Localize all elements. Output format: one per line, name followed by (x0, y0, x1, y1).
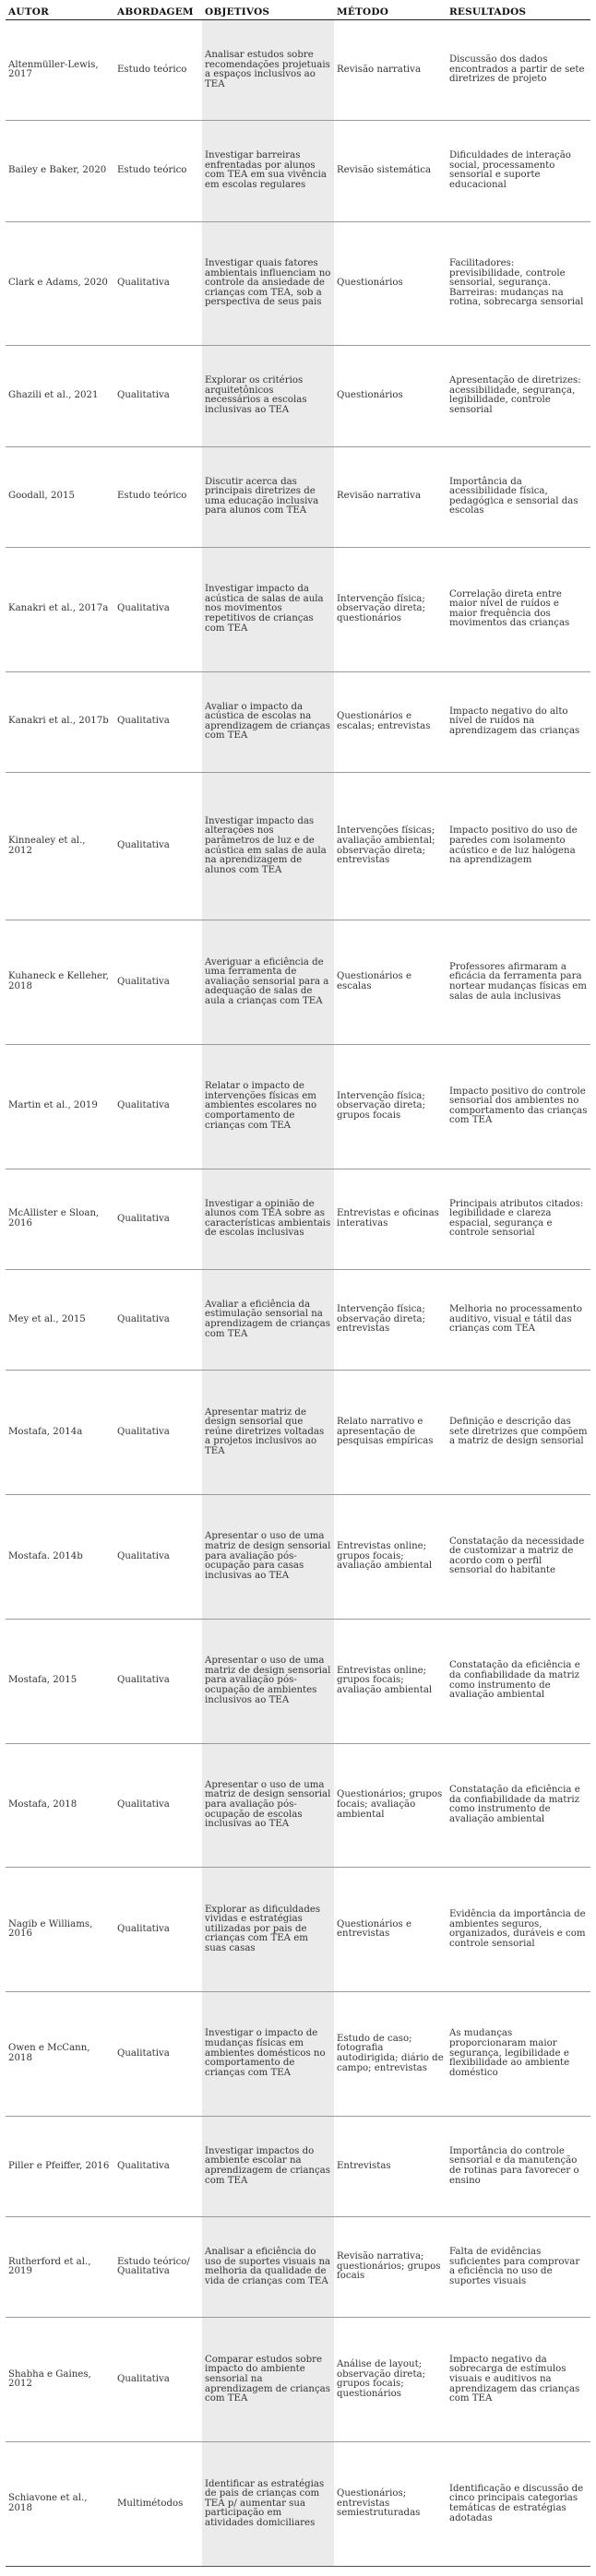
header-abordagem: ABORDAGEM (114, 4, 202, 20)
header-autor: AUTOR (6, 4, 114, 20)
cell-autor: Mostafa, 2018 (6, 1743, 114, 1868)
table-row (6, 1169, 590, 1269)
cell-objetivos: Apresentar o uso de uma matriz de design sensorial para avaliação pós-ocupação de escolas inclusivas ao TEA (202, 1743, 334, 1868)
table-row (6, 920, 590, 1045)
table-row (6, 1743, 590, 1868)
cell-autor: Rutherford et al., 2019 (6, 2217, 114, 2318)
cell-resultados: Apresentação de diretrizes: acessibilidade, segurança, legibilidade, controle sensorial (447, 346, 590, 446)
cell-resultados: Impacto positivo do uso de paredes com isolamento acústico e de luz halógena na aprendizagem (447, 772, 590, 920)
cell-autor: Owen e McCann, 2018 (6, 1992, 114, 2117)
cell-autor: Kanakri et al., 2017b (6, 671, 114, 772)
cell-abordagem: Qualitativa (114, 920, 202, 1045)
table-body (6, 20, 590, 2567)
cell-autor: Mey et al., 2015 (6, 1269, 114, 1370)
cell-metodo: Revisão sistemática (334, 121, 447, 221)
cell-metodo: Questionários e escalas (334, 920, 447, 1045)
cell-resultados: As mudanças proporcionaram maior segurança, legibilidade e flexibilidade ao ambiente doméstico (447, 1992, 590, 2117)
cell-resultados: Principais atributos citados: legibilidade e clareza espacial, segurança e controle sensorial (447, 1169, 590, 1269)
cell-autor: Altenmüller-Lewis, 2017 (6, 20, 114, 121)
cell-resultados: Importância da acessibilidade física, pedagógica e sensorial das escolas (447, 446, 590, 547)
cell-autor: Clark e Adams, 2020 (6, 221, 114, 346)
cell-objetivos: Analisar estudos sobre recomendações projetuais a espaços inclusivos ao TEA (202, 20, 334, 121)
cell-objetivos: Apresentar o uso de uma matriz de design sensorial para avaliação pós-ocupação de ambientes inclusivos ao TEA (202, 1619, 334, 1743)
cell-autor: Martin et al., 2019 (6, 1044, 114, 1169)
cell-metodo: Análise de layout; observação direta; grupos focais; questionários (334, 2318, 447, 2442)
cell-abordagem: Qualitativa (114, 2116, 202, 2216)
cell-autor: Bailey e Baker, 2020 (6, 121, 114, 221)
cell-objetivos: Relatar o impacto de intervenções físicas em ambientes escolares no comportamento de crianças com TEA (202, 1044, 334, 1169)
table-row (6, 2116, 590, 2216)
cell-metodo: Revisão narrativa (334, 20, 447, 121)
cell-autor: Mostafa. 2014b (6, 1494, 114, 1619)
table-row (6, 121, 590, 221)
cell-metodo: Relato narrativo e apresentação de pesquisas empíricas (334, 1371, 447, 1495)
cell-abordagem: Qualitativa (114, 1494, 202, 1619)
cell-autor: Kuhaneck e Kelleher, 2018 (6, 920, 114, 1045)
cell-objetivos: Avaliar o impacto da acústica de escolas na aprendizagem de crianças com TEA (202, 671, 334, 772)
cell-objetivos: Averiguar a eficiência de uma ferramenta de avaliação sensorial para a adequação de salas de aula a crianças com TEA (202, 920, 334, 1045)
cell-resultados: Discussão dos dados encontrados a partir de sete diretrizes de projeto (447, 20, 590, 121)
cell-resultados: Professores afirmaram a eficácia da ferramenta para nortear mudanças físicas em salas de aula inclusivas (447, 920, 590, 1045)
table-row (6, 671, 590, 772)
cell-autor: Kinnealey et al., 2012 (6, 772, 114, 920)
cell-metodo: Intervenção física; observação direta; questionários (334, 547, 447, 671)
table-row (6, 1269, 590, 1370)
header-resultados: RESULTADOS (447, 4, 590, 20)
table-header (6, 4, 590, 20)
table-row (6, 2318, 590, 2442)
table-row (6, 1494, 590, 1619)
cell-objetivos: Investigar impacto das alterações nos parâmetros de luz e de acústica em salas de aula na aprendizagem de alunos com TEA (202, 772, 334, 920)
cell-metodo: Questionários (334, 221, 447, 346)
cell-abordagem: Qualitativa (114, 221, 202, 346)
cell-resultados: Falta de evidências suficientes para comprovar a eficiência no uso de suportes visuais (447, 2217, 590, 2318)
cell-abordagem: Qualitativa (114, 1992, 202, 2117)
cell-resultados: Constatação da eficiência e da confiabilidade da matriz como instrumento de avaliação ambiental (447, 1743, 590, 1868)
table-row (6, 1619, 590, 1743)
cell-resultados: Melhoria no processamento auditivo, visual e tátil das crianças com TEA (447, 1269, 590, 1370)
table-row (6, 446, 590, 547)
table-row (6, 221, 590, 346)
cell-metodo: Questionários; entrevistas semiestruturadas (334, 2442, 447, 2567)
header-row (6, 4, 590, 20)
table-row (6, 20, 590, 121)
literature-review-table (6, 4, 590, 2567)
cell-metodo: Revisão narrativa (334, 446, 447, 547)
cell-objetivos: Identificar as estratégias de pais de crianças com TEA p/ aumentar sua participação em atividades domiciliares (202, 2442, 334, 2567)
cell-resultados: Dificuldades de interação social, processamento sensorial e suporte educacional (447, 121, 590, 221)
cell-autor: Schiavone et al., 2018 (6, 2442, 114, 2567)
cell-objetivos: Investigar a opinião de alunos com TEA sobre as características ambientais de escolas inclusivas (202, 1169, 334, 1269)
cell-objetivos: Avaliar a eficiência da estimulação sensorial na aprendizagem de crianças com TEA (202, 1269, 334, 1370)
cell-resultados: Constatação da eficiência e da confiabilidade da matriz como instrumento de avaliação ambiental (447, 1619, 590, 1743)
cell-abordagem: Qualitativa (114, 1371, 202, 1495)
cell-metodo: Entrevistas (334, 2116, 447, 2216)
cell-resultados: Definição e descrição das sete diretrizes que compõem a matriz de design sensorial (447, 1371, 590, 1495)
cell-metodo: Questionários e escalas; entrevistas (334, 671, 447, 772)
cell-metodo: Revisão narrativa; questionários; grupos focais (334, 2217, 447, 2318)
cell-metodo: Estudo de caso; fotografia autodirigida; diário de campo; entrevistas (334, 1992, 447, 2117)
cell-objetivos: Analisar a eficiência do uso de suportes visuais na melhoria da qualidade de vida de crianças com TEA (202, 2217, 334, 2318)
cell-objetivos: Apresentar matriz de design sensorial que reúne diretrizes voltadas a projetos inclusivos ao TEA (202, 1371, 334, 1495)
cell-abordagem: Multimétodos (114, 2442, 202, 2567)
cell-abordagem: Qualitativa (114, 1169, 202, 1269)
cell-abordagem: Qualitativa (114, 547, 202, 671)
cell-objetivos: Apresentar o uso de uma matriz de design sensorial para avaliação pós-ocupação para casas inclusivas ao TEA (202, 1494, 334, 1619)
cell-resultados: Impacto positivo do controle sensorial dos ambientes no comportamento das crianças com TEA (447, 1044, 590, 1169)
cell-autor: Mostafa, 2015 (6, 1619, 114, 1743)
cell-resultados: Correlação direta entre maior nível de ruídos e maior frequência dos movimentos das crianças (447, 547, 590, 671)
cell-autor: McAllister e Sloan, 2016 (6, 1169, 114, 1269)
cell-abordagem: Qualitativa (114, 1044, 202, 1169)
table-row (6, 547, 590, 671)
cell-abordagem: Qualitativa (114, 1619, 202, 1743)
cell-abordagem: Estudo teórico (114, 20, 202, 121)
cell-metodo: Questionários (334, 346, 447, 446)
cell-resultados: Identificação e discussão de cinco principais categorias temáticas de estratégias adotadas (447, 2442, 590, 2567)
table-row (6, 772, 590, 920)
cell-objetivos: Explorar os critérios arquitetônicos necessários a escolas inclusivas ao TEA (202, 346, 334, 446)
table-row (6, 346, 590, 446)
header-objetivos: OBJETIVOS (202, 4, 334, 20)
cell-abordagem: Estudo teórico/ Qualitativa (114, 2217, 202, 2318)
cell-resultados: Impacto negativo da sobrecarga de estímulos visuais e auditivos na aprendizagem das crianças com TEA (447, 2318, 590, 2442)
cell-resultados: Impacto negativo do alto nível de ruídos na aprendizagem das crianças (447, 671, 590, 772)
cell-resultados: Facilitadores: previsibilidade, controle sensorial, segurança. Barreiras: mudanças na rotina, sobrecarga sensorial (447, 221, 590, 346)
cell-objetivos: Investigar impacto da acústica de salas de aula nos movimentos repetitivos de crianças com TEA (202, 547, 334, 671)
cell-metodo: Entrevistas online; grupos focais; avaliação ambiental (334, 1619, 447, 1743)
cell-metodo: Questionários; grupos focais; avaliação ambiental (334, 1743, 447, 1868)
cell-metodo: Intervenções físicas; avaliação ambiental; observação direta; entrevistas (334, 772, 447, 920)
table-row (6, 1868, 590, 1992)
cell-metodo: Intervenção física; observação direta; grupos focais (334, 1044, 447, 1169)
cell-resultados: Evidência da importância de ambientes seguros, organizados, duráveis e com controle sensorial (447, 1868, 590, 1992)
cell-autor: Mostafa, 2014a (6, 1371, 114, 1495)
cell-abordagem: Qualitativa (114, 346, 202, 446)
table-row (6, 1992, 590, 2117)
cell-metodo: Questionários e entrevistas (334, 1868, 447, 1992)
cell-resultados: Importância do controle sensorial e da manutenção de rotinas para favorecer o ensino (447, 2116, 590, 2216)
cell-objetivos: Discutir acerca das principais diretrizes de uma educação inclusiva para alunos com TEA (202, 446, 334, 547)
cell-abordagem: Estudo teórico (114, 446, 202, 547)
cell-objetivos: Investigar quais fatores ambientais influenciam no controle da ansiedade de crianças com TEA, sob a perspectiva de seus pais (202, 221, 334, 346)
cell-objetivos: Investigar o impacto de mudanças físicas em ambientes domésticos no comportamento de crianças com TEA (202, 1992, 334, 2117)
cell-abordagem: Qualitativa (114, 671, 202, 772)
cell-autor: Goodall, 2015 (6, 446, 114, 547)
cell-objetivos: Investigar barreiras enfrentadas por alunos com TEA em sua vivência em escolas regulares (202, 121, 334, 221)
cell-abordagem: Estudo teórico (114, 121, 202, 221)
cell-autor: Kanakri et al., 2017a (6, 547, 114, 671)
header-metodo: MÉTODO (334, 4, 447, 20)
table-row (6, 1044, 590, 1169)
cell-autor: Ghazili et al., 2021 (6, 346, 114, 446)
cell-abordagem: Qualitativa (114, 772, 202, 920)
cell-abordagem: Qualitativa (114, 2318, 202, 2442)
cell-objetivos: Investigar impactos do ambiente escolar na aprendizagem de crianças com TEA (202, 2116, 334, 2216)
cell-autor: Shabha e Gaines, 2012 (6, 2318, 114, 2442)
table-row (6, 1371, 590, 1495)
cell-metodo: Intervenção física; observação direta; entrevistas (334, 1269, 447, 1370)
cell-autor: Piller e Pfeiffer, 2016 (6, 2116, 114, 2216)
cell-resultados: Constatação da necessidade de customizar a matriz de acordo com o perfil sensorial do habitante (447, 1494, 590, 1619)
cell-autor: Nagib e Williams, 2016 (6, 1868, 114, 1992)
cell-abordagem: Qualitativa (114, 1868, 202, 1992)
cell-abordagem: Qualitativa (114, 1743, 202, 1868)
cell-objetivos: Comparar estudos sobre impacto do ambiente sensorial na aprendizagem de crianças com TEA (202, 2318, 334, 2442)
cell-metodo: Entrevistas e oficinas interativas (334, 1169, 447, 1269)
table-row (6, 2442, 590, 2567)
cell-abordagem: Qualitativa (114, 1269, 202, 1370)
cell-objetivos: Explorar as dificuldades vividas e estratégias utilizadas por pais de crianças com TEA em suas casas (202, 1868, 334, 1992)
cell-metodo: Entrevistas online; grupos focais; avaliação ambiental (334, 1494, 447, 1619)
table-row (6, 2217, 590, 2318)
